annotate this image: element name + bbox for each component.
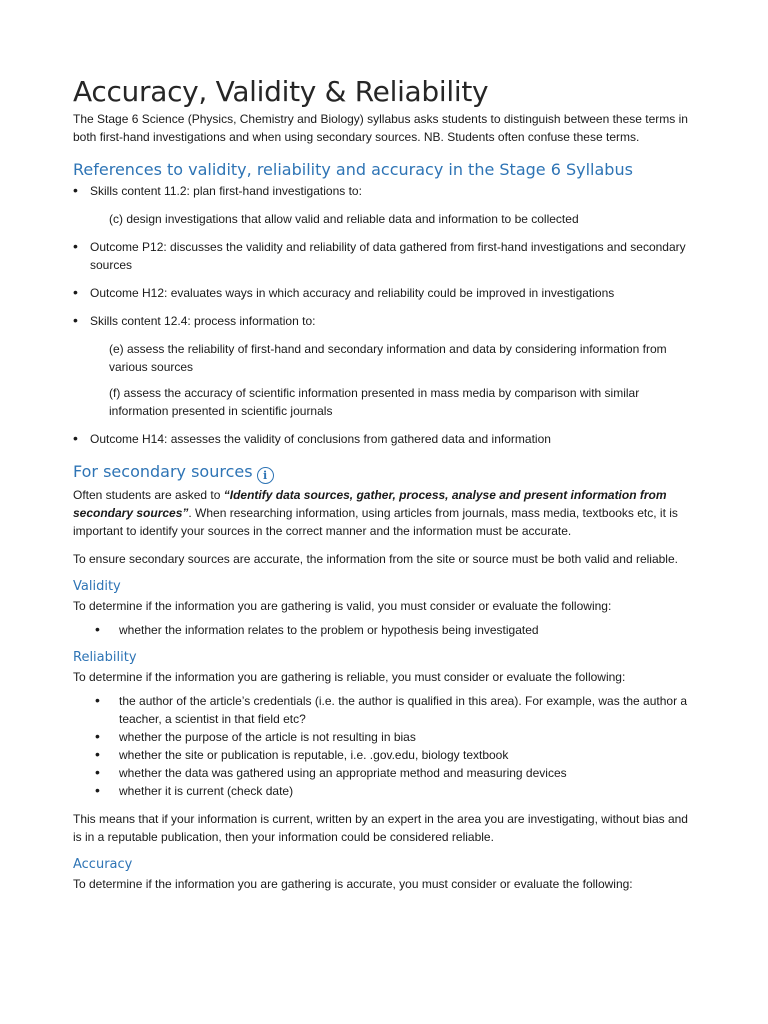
outcome-h12: Outcome H12: evaluates ways in which accuracy and reliability could be improved in investigations (90, 286, 615, 300)
list-item (73, 238, 696, 274)
reliability-list (73, 692, 696, 800)
validity-list (73, 621, 696, 639)
syllabus-list (73, 182, 696, 200)
secondary-para-1-prefix: Often students are asked to (73, 488, 224, 502)
syllabus-list-3 (73, 430, 696, 448)
skills-12-4-sub (109, 340, 696, 420)
secondary-para-2: To ensure secondary sources are accurate, the information from the site or source must be both valid and reliable. (73, 552, 678, 566)
skills-11-2-c: (c) design investigations that allow valid and reliable data and information to be collected (109, 212, 579, 226)
list-item (73, 182, 696, 200)
list-item: • whether it is current (check date) (73, 782, 696, 800)
list-item (73, 430, 696, 448)
outcome-h14: Outcome H14: assesses the validity of conclusions from gathered data and information (90, 432, 551, 446)
list-item: • the author of the article’s credentials (i.e. the author is qualified in this area). For example, was the author a teacher, a scientist in that field etc? (73, 692, 696, 728)
skills-12-4: Skills content 12.4: process information to: (90, 314, 316, 328)
list-item: • whether the data was gathered using an appropriate method and measuring devices (73, 764, 696, 782)
secondary-para-1-suffix: . When researching information, using articles from journals, mass media, textbooks etc, it is important to identify your sources in the correct manner and the information must be accurate. (73, 506, 678, 538)
secondary-quote: “Identify data sources, gather, process, analyse and present information from secondary sources” (73, 488, 667, 520)
list-item (73, 312, 696, 330)
secondary-heading-text: For secondary sources (73, 462, 253, 481)
accuracy-lead: To determine if the information you are gathering is accurate, you must consider or evaluate the following: (73, 877, 633, 891)
page-title: Accuracy, Validity & Reliability (73, 75, 489, 108)
outcome-p12: Outcome P12: discusses the validity and reliability of data gathered from first-hand investigations and secondary sources (90, 240, 686, 272)
secondary-sources-heading (73, 462, 696, 484)
syllabus-list-2 (73, 238, 696, 330)
validity-heading: Validity (73, 579, 121, 594)
accuracy-heading: Accuracy (73, 857, 133, 872)
skills-11-2: Skills content 11.2: plan first-hand investigations to: (90, 184, 362, 198)
syllabus-heading: References to validity, reliability and accuracy in the Stage 6 Syllabus (73, 160, 633, 179)
secondary-para-1 (73, 486, 696, 540)
skills-11-2-sub (109, 210, 696, 228)
validity-lead: To determine if the information you are gathering is valid, you must consider or evaluate the following: (73, 599, 612, 613)
list-item (73, 284, 696, 302)
reliability-lead: To determine if the information you are gathering is reliable, you must consider or evaluate the following: (73, 670, 626, 684)
list-item: • whether the purpose of the article is not resulting in bias (73, 728, 696, 746)
list-item: • whether the site or publication is reputable, i.e. .gov.edu, biology textbook (73, 746, 696, 764)
reliability-heading: Reliability (73, 650, 137, 665)
info-icon[interactable]: i (257, 467, 274, 484)
intro-paragraph: The Stage 6 Science (Physics, Chemistry and Biology) syllabus asks students to distinguish between these terms in both first-hand investigations and when using secondary sources. NB. Students often confuse these terms. (73, 112, 688, 144)
reliability-summary: This means that if your information is current, written by an expert in the area you are investigating, without bias and is in a reputable publication, then your information could be considered reliable. (73, 812, 688, 844)
list-item: • whether the information relates to the problem or hypothesis being investigated (73, 621, 696, 639)
skills-12-4-f: (f) assess the accuracy of scientific information presented in mass media by comparison with similar information presented in scientific journals (109, 386, 640, 418)
skills-12-4-e: (e) assess the reliability of first-hand and secondary information and data by considering information from various sources (109, 342, 667, 374)
